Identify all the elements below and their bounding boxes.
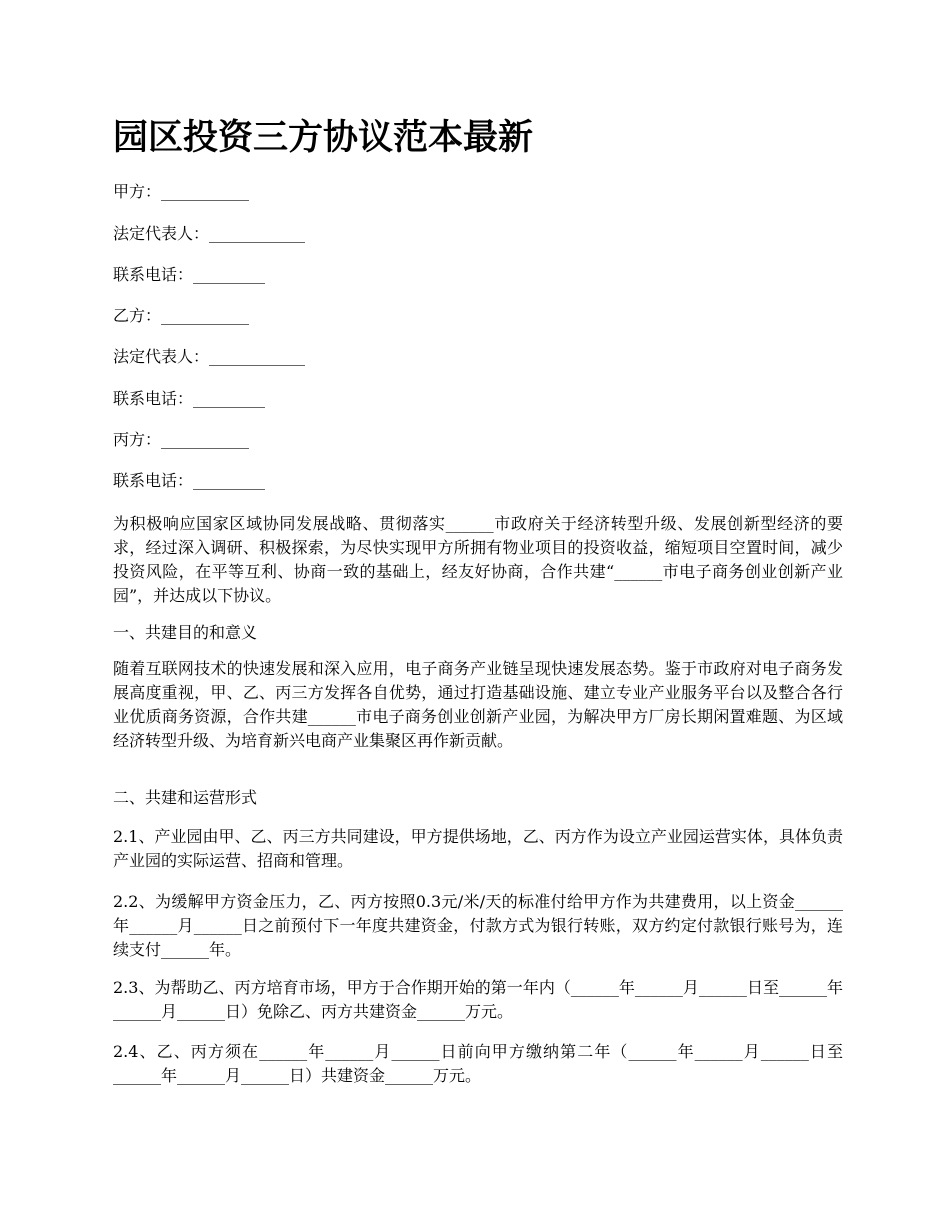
section-1-heading: 一、共建目的和意义 (113, 623, 258, 642)
party-c-line: 丙方：___________ (113, 430, 250, 449)
party-b-representative-line: 法定代表人：____________ (113, 347, 306, 366)
document-title: 园区投资三方协议范本最新 (113, 118, 534, 158)
party-b-phone-line: 联系电话：_________ (113, 389, 266, 408)
party-a-line: 甲方：___________ (113, 182, 250, 201)
party-a-representative-line: 法定代表人：____________ (113, 224, 306, 243)
clause-2-1: 2.1、产业园由甲、乙、丙三方共同建设，甲方提供场地，乙、丙方作为设立产业园运营实体，具体负责产业园的实际运营、招商和管理。 (113, 827, 843, 870)
clause-2-4: 2.4、乙、丙方须在______年______月______日前向甲方缴纳第二年（______年______月______日至______年______月______日）共建资金______万元。 (113, 1042, 843, 1085)
party-a-phone-line: 联系电话：_________ (113, 265, 266, 284)
preamble-paragraph: 为积极响应国家区域协同发展战略、贯彻落实______市政府关于经济转型升级、发展创新型经济的要求，经过深入调研、积极探索，为尽快实现甲方所拥有物业项目的投资收益，缩短项目空置时间，减少投资风险，在平等互利、协商一致的基础上，经友好协商，合作共建“______市电子商务创业创新产业园”，并达成以下协议。 (113, 514, 843, 605)
party-c-phone-line: 联系电话：_________ (113, 471, 266, 490)
clause-2-2: 2.2、为缓解甲方资金压力，乙、丙方按照0.3元/米/天的标准付给甲方作为共建费用，以上资金______年______月______日之前预付下一年度共建资金，付款方式为银行转账，双方约定付款银行账号为，连续支付______年。 (113, 892, 843, 959)
section-1-body: 随着互联网技术的快速发展和深入应用，电子商务产业链呈现快速发展态势。鉴于市政府对电子商务发展高度重视，甲、乙、丙三方发挥各自优势，通过打造基础设施、建立专业产业服务平台以及整合各行业优质商务资源，合作共建______市电子商务创业创新产业园，为解决甲方厂房长期闲置难题、为区域经济转型升级、为培育新兴电商产业集聚区再作新贡献。 (113, 659, 843, 750)
party-b-line: 乙方：___________ (113, 306, 250, 325)
section-2-heading: 二、共建和运营形式 (113, 788, 258, 807)
clause-2-3: 2.3、为帮助乙、丙方培育市场，甲方于合作期开始的第一年内（______年______月______日至______年______月______日）免除乙、丙方共建资金______万元。 (113, 978, 843, 1021)
